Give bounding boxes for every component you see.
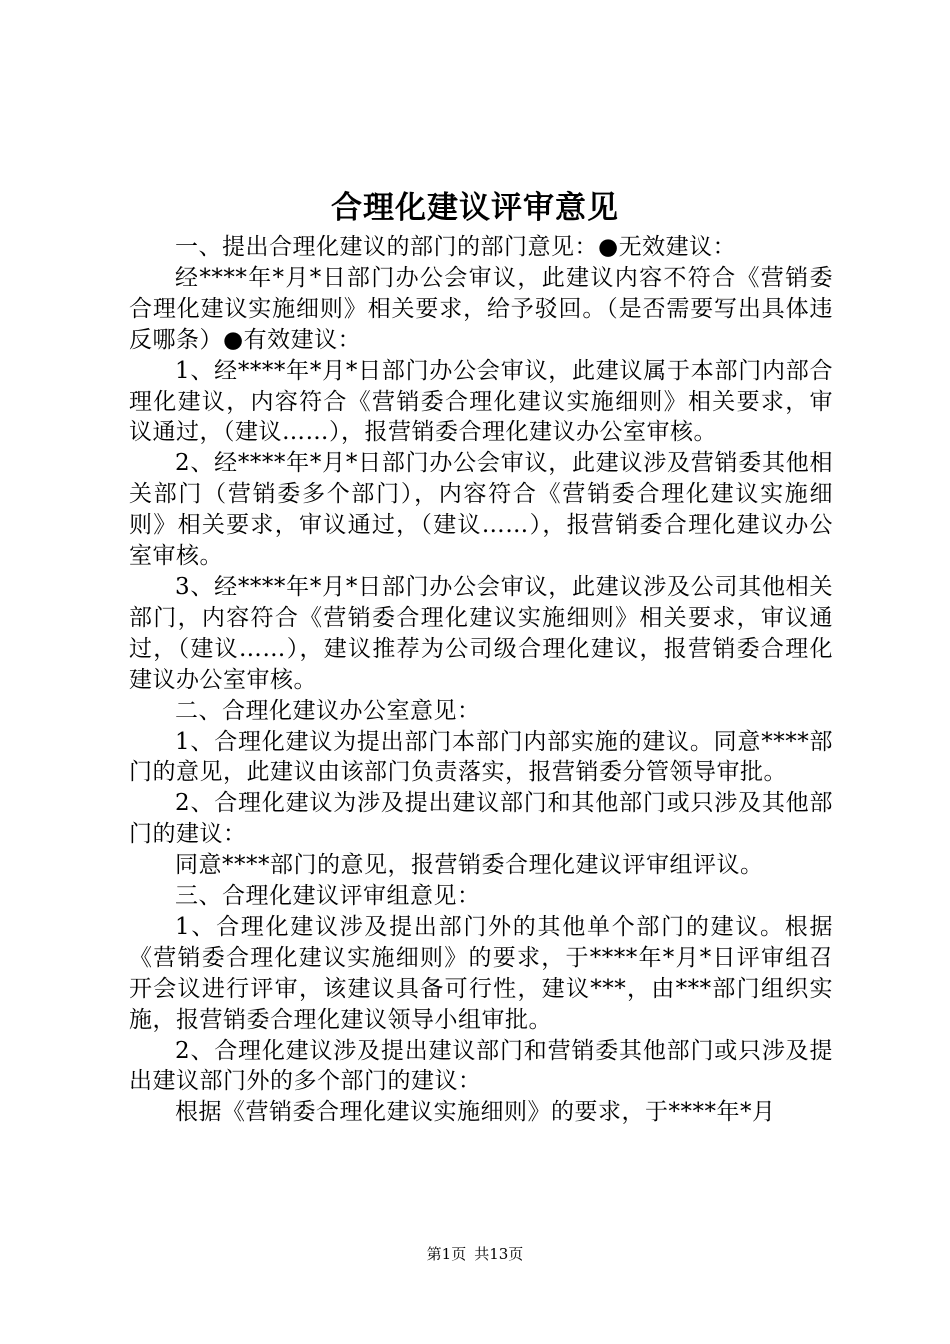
paragraph: 2、合理化建议为涉及提出建议部门和其他部门或只涉及其他部门的建议：: [129, 790, 833, 848]
paragraph: 三、合理化建议评审组意见：: [175, 883, 481, 910]
paragraph: 1、合理化建议为提出部门本部门内部实施的建议。同意****部门的意见，此建议由该部门负责落实，报营销委分管领导审批。: [129, 728, 833, 786]
document-body: [129, 232, 833, 1128]
paragraph: 2、合理化建议涉及提出建议部门和营销委其他部门或只涉及提出建议部门外的多个部门的建议：: [129, 1037, 833, 1095]
paragraph: 经****年*月*日部门办公会审议，此建议内容不符合《营销委合理化建议实施细则》相关要求，给予驳回。（是否需要写出具体违反哪条）●有效建议：: [129, 264, 833, 353]
page-footer: [0, 1244, 950, 1264]
paragraph: 1、经****年*月*日部门办公会审议，此建议属于本部门内部合理化建议，内容符合《营销委合理化建议实施细则》相关要求，审议通过，（建议……），报营销委合理化建议办公室审核。: [129, 357, 833, 446]
document-title: 合理化建议评审意见: [331, 190, 619, 226]
paragraph: 二、合理化建议办公室意见：: [175, 697, 481, 724]
page-total: 共13页: [474, 1245, 524, 1263]
paragraph: 1、合理化建议涉及提出部门外的其他单个部门的建议。根据《营销委合理化建议实施细则》的要求，于****年*月*日评审组召开会议进行评审，该建议具备可行性，建议***，由***部门组织实施，报营销委合理化建议领导小组审批。: [129, 913, 833, 1033]
paragraph: 同意****部门的意见，报营销委合理化建议评审组评议。: [175, 852, 764, 879]
page-number: 第1页: [426, 1245, 467, 1263]
paragraph: 2、经****年*月*日部门办公会审议，此建议涉及营销委其他相关部门（营销委多个部门），内容符合《营销委合理化建议实施细则》相关要求，审议通过，（建议……），报营销委合理化建议办公室审核。: [129, 450, 833, 570]
paragraph: 3、经****年*月*日部门办公会审议，此建议涉及公司其他相关部门，内容符合《营销委合理化建议实施细则》相关要求，审议通过，（建议……），建议推荐为公司级合理化建议，报营销委合理化建议办公室审核。: [129, 573, 833, 693]
paragraph: 一、提出合理化建议的部门的部门意见：●无效建议：: [175, 234, 737, 260]
paragraph: 根据《营销委合理化建议实施细则》的要求，于****年*月: [175, 1099, 776, 1126]
